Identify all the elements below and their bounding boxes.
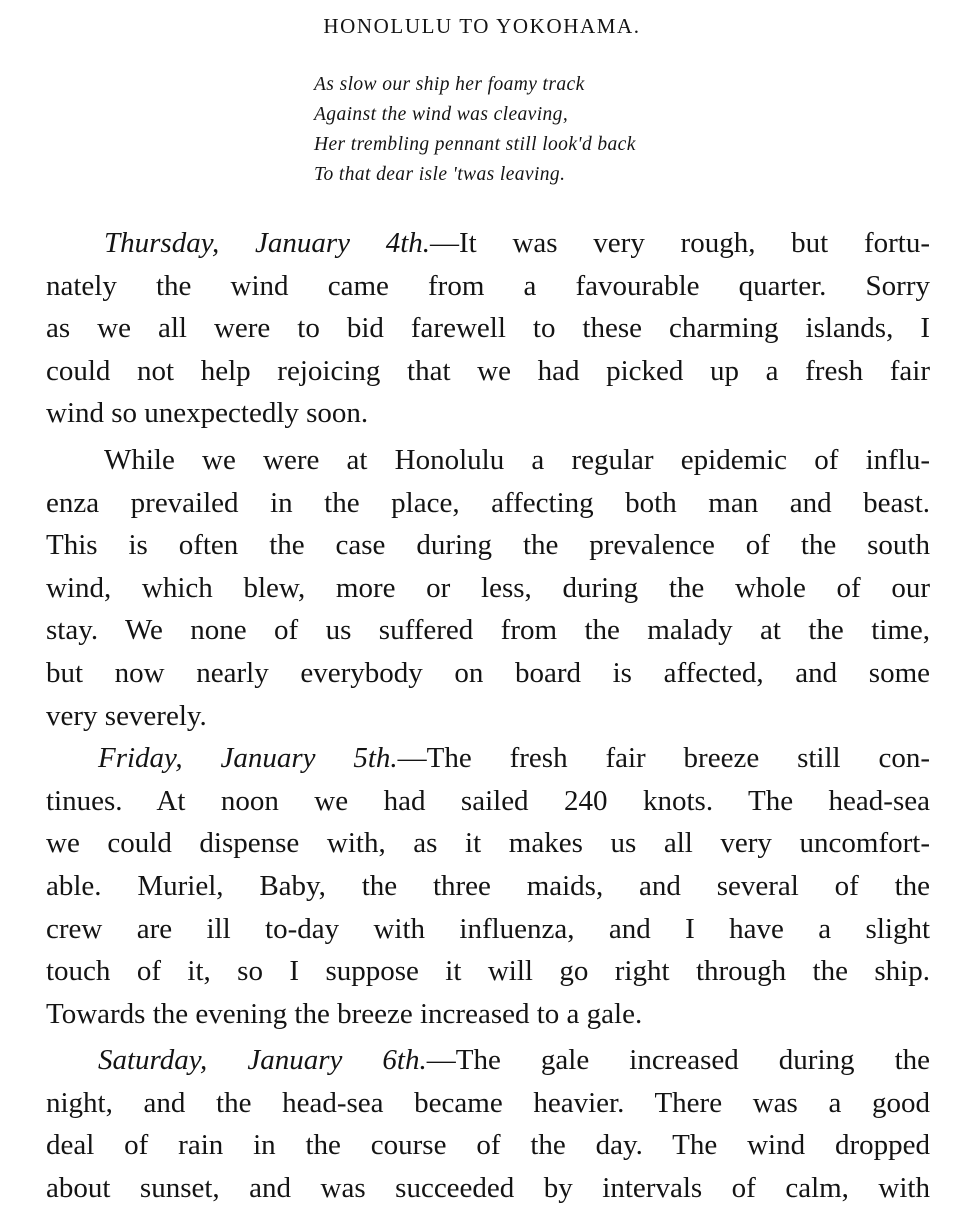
text-line: While we were at Honolulu a regular epidemic of influ- [104,443,930,476]
verse-line: Her trembling pennant still look'd back [314,134,636,155]
text-line: This is often the case during the prevalence of the south [46,529,930,562]
body-text [46,222,930,1210]
entry-date: Thursday, January 4th. [104,227,431,259]
text-line: wind so unexpectedly soon. [46,397,369,430]
entry-date: Saturday, January 6th. [98,1044,427,1077]
text-line: as we all were to bid farewell to these charming islands, I [46,312,930,345]
text-line: could not help rejoicing that we had picked up a fresh fair [46,354,930,387]
text-line: crew are ill to-day with influenza, and I have a slight [46,912,930,945]
verse-line: As slow our ship her foamy track [314,74,585,95]
running-head: HONOLULU TO YOKOHAMA. [323,14,641,38]
text-line: but now nearly everybody on board is affected, and some [46,656,930,689]
text-line: Towards the evening the breeze increased to a gale. [46,997,643,1030]
text-line: about sunset, and was succeeded by intervals of calm, with [46,1172,930,1205]
text-line: deal of rain in the course of the day. The wind dropped [46,1129,930,1162]
text-line: wind, which blew, more or less, during the whole of our [46,571,930,604]
text-line: enza prevailed in the place, affecting both man and beast. [46,486,930,519]
verse-line: To that dear isle 'twas leaving. [314,164,566,185]
line-text: —It was very rough, but fortu- [430,227,930,259]
text-line: nately the wind came from a favourable quarter. Sorry [46,269,930,302]
text-line: night, and the head-sea became heavier. There was a good [46,1086,930,1119]
text-line: touch of it, so I suppose it will go right through the ship. [46,955,930,988]
text-line: stay. We none of us suffered from the malady at the time, [46,614,930,647]
text-line [46,737,930,780]
text-line: tinues. At noon we had sailed 240 knots. The head-sea [46,784,930,817]
text-line: able. Muriel, Baby, the three maids, and several of the [46,869,930,902]
text-line [46,1039,930,1082]
entry-date: Friday, January 5th. [98,742,398,775]
line-text: —The gale increased during the [426,1044,931,1077]
text-line: we could dispense with, as it makes us all very uncomfort- [46,827,930,860]
line-text: —The fresh fair breeze still con- [397,742,930,775]
epigraph-verse [314,70,636,190]
text-line: very severely. [46,699,207,732]
verse-line: Against the wind was cleaving, [314,104,569,125]
text-line [46,222,930,265]
